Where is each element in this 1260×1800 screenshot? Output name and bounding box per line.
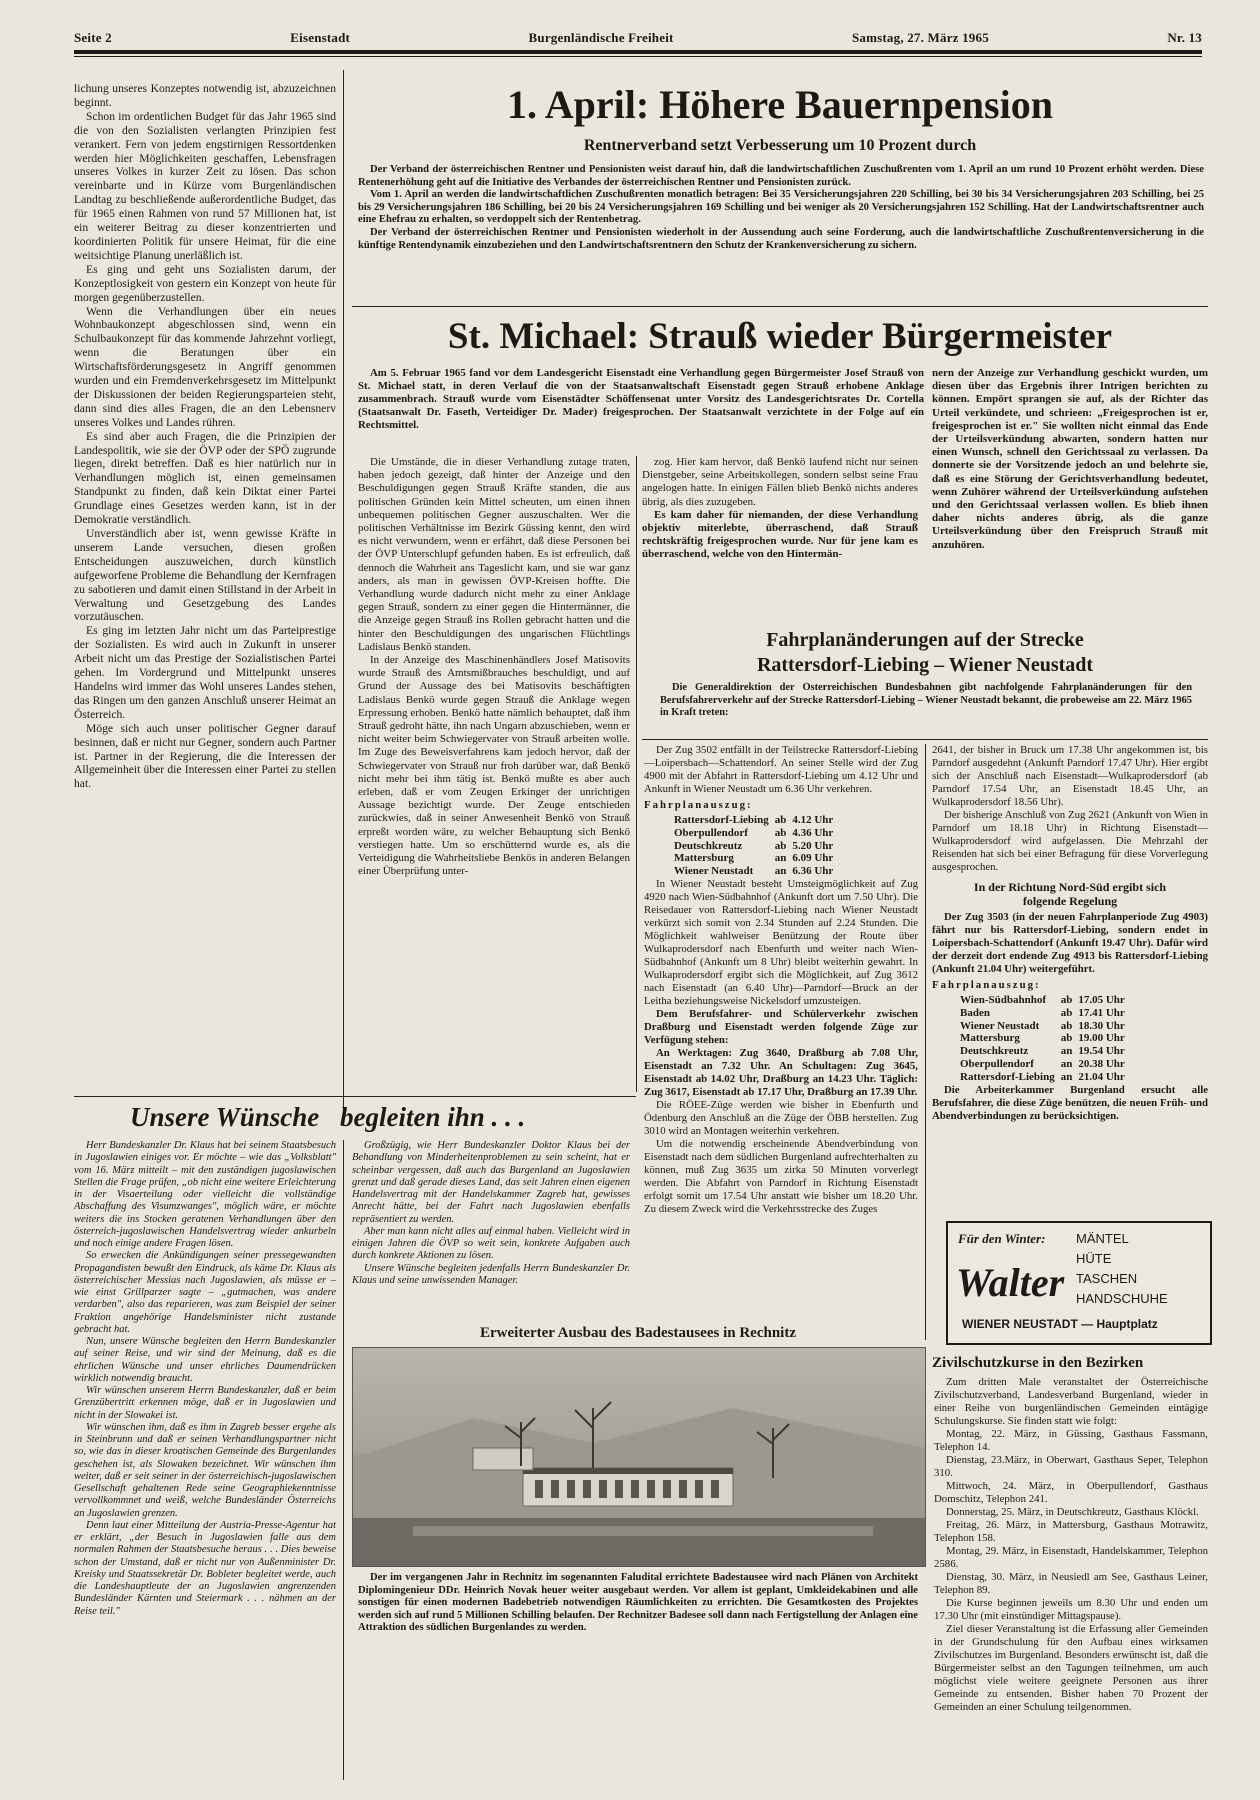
- newspaper-name: Burgenländische Freiheit: [528, 30, 674, 45]
- list-item: Montag, 29. März, in Eisenstadt, Handelskammer, Telephon 2586.: [934, 1545, 1208, 1570]
- paragraph: Wir wünschen unserem Herrn Bundeskanzler, daß er beim Grenzübertritt erkennen möge, daß er in Jugoslawien und nicht in der Slowakei ist.: [74, 1385, 336, 1421]
- issue-date: Samstag, 27. März 1965: [851, 30, 989, 45]
- strauss-lead: [358, 367, 924, 451]
- paragraph: Wir wünschen ihm, daß es ihm in Zagreb besser ergehe als in Steinbrunn und daß er seinen Verhandlungspartner nicht so, wie das in dieser kroatischen Gemeinde des Burgenlandes geschehen ist, als Slowaken bezeichnet. Wir wünschen ihm weiter, daß er seit seiner in der österreichisch-jugoslawischen Gesellschaft gehaltenen Rede seine Geographiekenntnisse vervollkommnet und weiß, welche Bundesländer Österreichs an Jugoslawien grenzen.: [74, 1421, 336, 1519]
- masthead: [74, 30, 1202, 48]
- column-divider: [636, 456, 637, 1092]
- table-row: Oberpullendorf an 20.38 Uhr: [960, 1057, 1125, 1070]
- section-divider: [352, 306, 1208, 307]
- fahrplan-lead: [660, 682, 1192, 734]
- left-column-article: [74, 82, 336, 1082]
- table-row: Mattersburg ab 19.00 Uhr: [960, 1032, 1125, 1045]
- table-row: Mattersburg an 6.09 Uhr: [674, 852, 834, 865]
- paragraph: Es kam daher für niemanden, der diese Verhandlung objektiv miterlebte, überraschend, daß Strauß rechtskräftig freigesprochen wurde. Nur für jene kam es überraschend, welche von den Hintermän-: [642, 508, 918, 561]
- paragraph: Der im vergangenen Jahr in Rechnitz im sogenannten Faludital errichtete Badestausee wird nach Plänen von Architekt Diplomingenieur DDr. Heinrich Novak heuer weiter ausgebaut werden. Vor allem ist geplant, Umkleidekabinen und alle sonstigen für einen modernen Badebetrieb notwendigen Räumlichkeiten zu errichten. Die Gesamtkosten des Projektes werden sich auf rund 5 Millionen Schilling belaufen. Der Rechnitzer Badesee soll dann nach Fertigstellung der Anlagen eine Attraktion des südlichen Burgenlandes zu werden.: [358, 1572, 918, 1634]
- list-item: Donnerstag, 25. März, in Deutschkreutz, Gasthaus Klöckl.: [946, 1506, 1199, 1518]
- paragraph: Denn laut einer Mitteilung der Austria-Presse-Agentur hat er erklärt, „der Besuch in Jugoslawien falle aus dem normalen Rahmen der Staatsbesuche heraus . . . Dies beweise schon der Umstand, daß er nicht nur von Außenminister Dr. Kreisky und Staatssekretär Dr. Bobleter begleitet werde, auch die Landeshauptleute der an Jugoslawien angrenzenden Bundesländer Kärnten und Steiermark . . . nähmen an der Reise teil.": [74, 1519, 336, 1617]
- table-row: Rattersdorf-Liebing an 21.04 Uhr: [960, 1070, 1125, 1083]
- paragraph: In Wiener Neustadt besteht Umsteigmöglichkeit auf Zug 4920 nach Wien-Südbahnhof (Ankunft dort um 7.50 Uhr). Die Reisedauer von Rattersdorf-Liebing nach Wiener Neustadt verkürzt sich somit von 2.34 Stunden auf 2.24 Stunden. Die Möglichkeit wahlweiser Benützung der Route über Wulkaprodersdorf nach Ebenfurth und weiter nach Wien-Südbahnhof (Ankunft um 8 Uhr) bleibt weiterhin gewahrt. In Wulkaprodersdorf ergibt sich die Möglichkeit, auf Zug 3612 nach Eisenstadt (an 6.40 Uhr)—Parndorf—Bruck an der Leitha beziehungsweise Nickelsdorf umzusteigen.: [644, 877, 918, 1007]
- paragraph: Großzügig, wie Herr Bundeskanzler Doktor Klaus bei der Behandlung von Minderheitenproblemen zu sein scheint, hat er scheinbar vergessen, daß auch das Burgenland an Jugoslawien grenzt und daß gerade dieses Land, das seit Jahren einen eigenen Handelsvertrag mit der Handelskammer Zagreb hat, gewisses Anrecht hätte, bei der Fahrt nach Jugoslawien ebenfalls repräsentiert zu werden.: [352, 1140, 630, 1225]
- paragraph: Möge sich auch unser politischer Gegner darauf besinnen, daß er nicht nur Gegner, sondern auch Partner ist. Partner in der Regierung, die die Interessen der Allgemeinheit über die Interessen einer Partei zu stellen hat.: [74, 721, 336, 791]
- paragraph: nern der Anzeige zur Verhandlung geschickt wurden, um diesen über das Ergebnis ihrer Intrigen berichten zu können. Empört sprangen sie auf, als der Richter das Urteil verkündete, und schrieen: „Freigesprochen ist er, freigesprochen ist er." Sie wollten nicht einmal das Ende der Urteilsverkündung abwarten, sondern hatten nur einen Wunsch, schnell den Gerichtssaal zu verlassen. Da donnerte sie der Vorsitzende jedoch an und belehrte sie, daß es eine Störung der Gerichtsverhandlung bedeutet, wenn Zuhörer während der Urteilsverkündung aufstehen und den Gerichtssaal verlassen wollen. Es blieb ihnen daher nichts anderes übrig, als die ganze Urteilsverkündung über den Freispruch Strauß mit anzuhören.: [932, 367, 1208, 551]
- paragraph: Es ging und geht uns Sozialisten darum, der Konzeptlosigkeit von gestern ein Konzept von heute für morgen gegenüberzustellen.: [74, 262, 336, 304]
- nord-sued-line-2: folgende Regelung: [1022, 894, 1118, 908]
- paragraph: Die Kurse beginnen jeweils um 8.30 Uhr und enden um 17.30 Uhr (mit einstündiger Mittagspause).: [934, 1597, 1208, 1622]
- table-row: Deutschkreutz an 19.54 Uhr: [960, 1045, 1125, 1058]
- timetable-1: [674, 814, 839, 878]
- paragraph: In der Anzeige des Maschinenhändlers Josef Matisovits wurde Strauß des Amtsmißbrauches beschuldigt, und auf Grund der Aussage des bei Matisovits beschäftigten Ladislaus Benkö wurde gegen Strauß die Anklage wegen Erpressung erhoben. Benkö hatte nämlich behauptet, daß ihm Strauß gedroht hätte, ihn nach Ungarn abzuschieben, wenn er nicht weiter beim Schwiegervater von Strauß arbeiten wolle. Im Zuge des Beweisverfahrens kam jedoch hervor, daß der Schwiegervater von Strauß nur froh darüber war, daß Benkö nicht mehr bei ihm tätig ist. Benkö mußte es aber auch erleben, daß er vom Zeugen Erkinger der unrichtigen Aussage bezichtigt wurde. Der Zeuge entschieden zurückwies, daß in seiner Anwesenheit Benkö von Strauß erpreßt worden wäre, zu welcher Behauptung sich Benkö verstiegen hatte. Um so erschütternd wurde es, als die Verteidigung die Wahrheitsliebe Benkös in anderen Belangen einer Überprüfung unter-: [358, 654, 630, 878]
- paragraph: Zum dritten Male veranstaltet der Österreichische Zivilschutzverband, Landesverband Burgenland, wieder in einer Reihe von burgenländischen Gemeinden eintägige Schulungskurse. Sie finden statt wie folgt:: [934, 1376, 1208, 1427]
- paragraph: Vom 1. April an werden die landwirtschaftlichen Zuschußrenten monatlich betragen: Bei 35 Versicherungsjahren 220 Schilling, bei 30 bis 34 Versicherungsjahren 203 Schilling, bei 25 bis 29 Versicherungsjahren 186 Schilling, bei 20 bis 24 Versicherungsjahren 169 Schilling und bei weniger als 20 Versicherungsjahren 152 Schilling. Hat der Landwirtschaftsrentner auch eine Ehefrau zu erhalten, so verdoppelt sich der Rentenbetrag.: [358, 189, 1204, 226]
- paragraph: Der Zug 3503 (in der neuen Fahrplanperiode Zug 4903) fährt nur bis Rattersdorf-Liebing, sondern endet in Loipersbach-Schattendorf (Ankunft 19.47 Uhr). Dafür wird der derzeit dort endende Zug 4913 bis Rattersdorf-Liebing (Ankunft 21.04 Uhr) weitergeführt.: [932, 911, 1208, 975]
- nord-sued-heading: [932, 880, 1208, 908]
- paragraph: Schon im ordentlichen Budget für das Jahr 1965 sind die von den Sozialisten verlangten Prinzipien fest verankert. Fern von jedem engstirnigen Ressortdenken werden hier Möglichkeiten geschaffen, Lebensfragen unseres Volkes in kurzer Zeit zu lösen. Das schon vereinbarte und in Kürze vom Burgenländischen Landtag zu beschließende außerordentliche Budget, das für 1965 einen Rahmen von rund 57 Millionen hat, ist ein weiterer Beitrag zu dieser konzentrierten und koordinierten Politik für unsere Heimat, für die eine weitsichtige Planung unerläßlich ist.: [74, 109, 336, 262]
- timetable-label: Fahrplanauszug:: [932, 979, 1041, 991]
- ad-item: HANDSCHUHE: [1076, 1291, 1168, 1306]
- paragraph: zog. Hier kam hervor, daß Benkö laufend nicht nur seinen Dienstgeber, seine Arbeitskollegen, sondern selbst seine Frau angelogen hatte. In einigen Fällen blieb Benkö nichts anderes übrig, als dies zuzugeben.: [642, 456, 918, 508]
- strauss-column-2: [642, 456, 918, 622]
- paragraph: Nun, unsere Wünsche begleiten den Herrn Bundeskanzler auf seiner Reise, und wir sind der Meinung, daß es die ehrlichen Wünsche und unser ehrliches Daumendrücken wirklich notwendig braucht.: [74, 1336, 336, 1384]
- list-item: Dienstag, 23.März, in Oberwart, Gasthaus Seper, Telephon 310.: [934, 1454, 1208, 1479]
- table-row: Oberpullendorf ab 4.36 Uhr: [674, 826, 834, 839]
- fahrplan-headline: [642, 628, 1208, 678]
- column-divider: [343, 70, 344, 1120]
- ad-item: TASCHEN: [1076, 1271, 1138, 1286]
- wuensche-column-1: [74, 1140, 336, 1776]
- wuensche-headline: [74, 1100, 636, 1134]
- page-number: Seite 2: [74, 30, 112, 45]
- ad-item: HÜTE: [1076, 1251, 1112, 1266]
- column-divider: [343, 1140, 344, 1780]
- ad-brand: Walter: [956, 1260, 1065, 1305]
- badestausee-photo: [352, 1347, 926, 1567]
- paragraph: Ziel dieser Veranstaltung ist die Erfassung aller Gemeinden in der Grundschulung für den Aufbau eines wirksamen Zivilschutzes im Burgenland. Besonders erwünscht ist, daß die Bürgermeister selbst an den Tagungen teilnehmen, um auch möglichst viele weitere geeignete Personen aus ihrer Gemeinde zu entsenden. Bisher haben 70 Prozent der Gemeinden an einer Schulung teilgenommen.: [934, 1623, 1208, 1713]
- paragraph: Wenn die Verhandlungen über ein neues Wohnbaukonzept abgeschlossen sind, wenn ein Schulbaukonzept für das kommende Jahrzehnt vorliegt, wenn die Beratungen über ein Wirtschaftsförderungsgesetz in Angriff genommen wurden und ein Fremdenverkehrsgesetz im Mittelpunkt der Diskussionen der beiden Regierungsparteien steht, dann sind dies alles Fragen, die an den Lebensnerv unseres Volkes und Landes rühren.: [74, 304, 336, 429]
- paragraph: Dem Berufsfahrer- und Schülerverkehr zwischen Draßburg und Eisenstadt werden folgende Züge zur Verfügung stehen:: [644, 1007, 918, 1046]
- list-item: Mittwoch, 24. März, in Oberpullendorf, Gasthaus Domschitz, Telephon 241.: [934, 1480, 1208, 1505]
- timetable-2: [960, 994, 1131, 1084]
- section-divider: [74, 1096, 636, 1097]
- zivilschutz-headline: Zivilschutzkurse in den Bezirken: [932, 1355, 1144, 1371]
- masthead-rule: [74, 50, 1202, 54]
- table-row: Deutschkreutz ab 5.20 Uhr: [674, 839, 834, 852]
- list-item: Freitag, 26. März, in Mattersburg, Gasthaus Motrawitz, Telephon 158.: [934, 1519, 1208, 1544]
- paragraph: Am 5. Februar 1965 fand vor dem Landesgericht Eisenstadt eine Verhandlung gegen Bürgermeister Josef Strauß von St. Michael statt, in deren Verlauf die von der Staatsanwaltschaft Eisenstadt gegen Strauß erhobene Anklage zusammenbrach. Strauß wurde vom Eisenstädter Schöffensenat unter Vorsitz des Landesgerichtsrates Dr. Cortella (Staatsanwalt Dr. Faseth, Verteidiger Dr. Mader) freigesprochen. Der Staatsanwalt verzichtete in der Folge auf ein Rechtsmittel.: [358, 367, 924, 431]
- strauss-column-1: [358, 456, 630, 1092]
- paragraph: Aber man kann nicht alles auf einmal haben. Vielleicht wird in einigen Jahren die ÖVP so weit sein, konkrete Aufgaben auch durch konkrete Aktionen zu lösen.: [352, 1225, 630, 1262]
- paragraph: 2641, der bisher in Bruck um 17.38 Uhr angekommen ist, bis Parndorf ausgedehnt (Ankunft Parndorf 17.47 Uhr). Hier ergibt sich der Anschluß nach Eisenstadt—Wulkaprodersdorf (ab Parndorf 17.54 Uhr, an Eisenstadt 18.45 Uhr, an Wulkaprodersdorf 18.56 Uhr).: [932, 744, 1208, 808]
- paragraph: Der Zug 3502 entfällt in der Teilstrecke Rattersdorf-Liebing—Loipersbach—Schattendorf. An seiner Stelle wird der Zug 4900 mit der Abfahrt in Rattersdorf-Liebing um 4.12 Uhr und Ankunft in Wiener Neustadt um 6.36 Uhr verkehren.: [644, 744, 918, 795]
- badestausee-illustration: [353, 1348, 925, 1566]
- paragraph: Es ging im letzten Jahr nicht um das Parteiprestige der Sozialisten. Es wird auch in Zukunft in unserer Arbeit nicht um das Prestige der Sozialistischen Partei gehen. Im Vordergrund und Mittelpunkt unseres Handelns wird immer das Wohl unseres Landes stehen, das Ringen um den ganzen Anschluß unserer Heimat an Österreich.: [74, 624, 336, 721]
- table-row: Wiener Neustadt ab 18.30 Uhr: [960, 1019, 1125, 1032]
- paragraph: Der Verband der österreichischen Rentner und Pensionisten wiederholt in der Aussendung auch seine Forderung, auch die landwirtschaftliche Zuschußrentenversicherung in die künftige Rentendynamik einzubeziehen und den Landwirtschaftsrentnern den Schutz der Krankenversicherung zu sichern.: [358, 226, 1204, 251]
- paragraph: Es sind aber auch Fragen, die die Prinzipien der Landespolitik, wie sie der ÖVP oder der SPÖ zugrunde liegen, direkt betreffen. Daß es hier natürlich nur in Verhandlungen möglich ist, einen gemeinsamen Standpunkt zu finden, daß kein Diktat einer Partei Grundlage eines Gesetzes werden kann, ist in der Demokratie verständlich.: [74, 429, 336, 527]
- timetable-label: Fahrplanauszug:: [644, 799, 753, 811]
- list-item: Montag, 22. März, in Güssing, Gasthaus Fassmann, Telephon 14.: [934, 1428, 1208, 1453]
- paragraph: Unsere Wünsche begleiten jedenfalls Herrn Bundeskanzler Dr. Klaus und seine unwissenden Manager.: [352, 1262, 630, 1286]
- wuensche-headline-a: Unsere Wünsche: [130, 1102, 320, 1132]
- column-divider: [925, 744, 926, 1340]
- ad-address: WIENER NEUSTADT — Hauptplatz: [962, 1317, 1158, 1331]
- rechnitz-caption: [358, 1572, 918, 1648]
- masthead-place: Eisenstadt: [290, 30, 351, 45]
- strauss-headline: St. Michael: Strauß wieder Bürgermeister: [447, 316, 1113, 357]
- wuensche-headline-b: begleiten ihn . . .: [340, 1102, 526, 1132]
- pension-headline: 1. April: Höhere Bauernpension: [507, 82, 1053, 127]
- strauss-column-3: [932, 367, 1208, 621]
- table-row: Rattersdorf-Liebing ab 4.12 Uhr: [674, 814, 834, 826]
- fahrplan-column-1: [644, 744, 918, 1338]
- paragraph: Herr Bundeskanzler Dr. Klaus hat bei seinem Staatsbesuch in Jugoslawien einiges vor. Er möchte – wie das „Volksblatt" vom 16. März mitteilt – mit den zuständigen jugoslawischen Stellen die Frage prüfen, „ob nicht eine weitere Erleichterung in der Visaerteilung oder vielleicht die vollständige Abschaffung des Visumzwanges", möglich wäre, er möchte weiters die ins Stocken geratenen Verhandlungen über den österreich-jugoslawischen Handelsvertrag wieder ankurbeln und noch einige andere Fragen lösen.: [74, 1140, 336, 1249]
- paragraph: Der bisherige Anschluß von Zug 2621 (Ankunft von Wien in Parndorf um 18.18 Uhr) in Richtung Eisenstadt—Wulkaprodersdorf wird aufgelassen. Die Mehrzahl der Reisenden hat sich bei einer Befragung für diese Vorverlegung ausgesprochen.: [932, 809, 1208, 873]
- paragraph: Die RÖEE-Züge werden wie bisher in Ebenfurth und Ödenburg den Anschluß an die Züge der ÖBB herstellen. Zug 3010 wird an Montagen weiterhin verkehren.: [644, 1098, 918, 1137]
- paragraph: So erwecken die Ankündigungen seiner pressegewandten Propagandisten bewußt den Eindruck, als käme Dr. Klaus als österreichischer Messias nach Jugoslawien, als müsse er – wie einst Grillparzer sagte – „gutmachen, was andere verdarben", also das reparieren, was zum Beispiel der seiner Fraktion angehörige Handelsminister nicht zustande gebracht hat.: [74, 1250, 336, 1335]
- rechnitz-headline: Erweiterter Ausbau des Badestausees in Rechnitz: [352, 1322, 924, 1344]
- masthead-rule-thin: [74, 56, 1202, 57]
- ad-items: [1076, 1229, 1202, 1313]
- ad-label: Für den Winter:: [958, 1231, 1046, 1246]
- paragraph: Die Arbeiterkammer Burgenland ersucht alle Berufsfahrer, die diese Züge benützen, die neuen Früh- und Abendverbindungen zu berücksichtigen.: [932, 1083, 1208, 1122]
- pension-subheadline: Rentnerverband setzt Verbesserung um 10 Prozent durch: [583, 137, 977, 154]
- list-item: Dienstag, 30. März, in Neusiedl am See, Gasthaus Leiner, Telephon 89.: [934, 1571, 1208, 1596]
- paragraph: Die Umstände, die in dieser Verhandlung zutage traten, haben jedoch gezeigt, daß hinter der Anzeige und den Beschuldigungen gegen Strauß Kräfte standen, die aus politischen Gründen kein Mittel scheuten, um einen ihnen unbequemen politischen Gegner auszuschalten. Wer die politischen Verhältnisse im Bezirk Güssing kennt, den wird es nicht verwundern, wenn er erfährt, daß diese Personen bei der ÖVP Unterschlupf gefunden haben. Es ist erfreulich, daß dennoch die Wahrheit ans Tageslicht kam, und sie war ganz anders, als man in gewissen ÖVP-Kreisen hoffte. Die Verhandlung wurde dadurch nicht mehr zu einer Anklage gegen Strauß, sondern zu einer gegen die Hintermänner, die die Anzeige gegen Strauß ins Rollen gebracht hatten und die hinter den Beschuldigungen des ungarischen Flüchtlings Ladislaus Benkö standen.: [358, 456, 630, 653]
- nord-sued-line-1: In der Richtung Nord-Süd ergibt sich: [973, 880, 1167, 894]
- ad-item: MÄNTEL: [1076, 1231, 1129, 1246]
- paragraph: lichung unseres Konzeptes notwendig ist, abzuzeichnen beginnt.: [74, 82, 336, 109]
- fahrplan-headline-line-2: Rattersdorf-Liebing – Wiener Neustadt: [756, 654, 1094, 676]
- zivilschutz-body: [934, 1376, 1208, 1782]
- paragraph: Um die notwendig erscheinende Abendverbindung von Eisenstadt nach dem südlichen Burgenland aufrechterhalten zu können, muß Zug 3635 um zirka 50 Minuten vorverlegt werden. Die Abfahrt von Parndorf in Richtung Eisenstadt erfolgt somit um 17.54 Uhr anstatt wie bisher um 18.20 Uhr. Zu diesem Zweck wird die Verkehrsstrecke des Zuges: [644, 1137, 918, 1215]
- issue-number: Nr. 13: [1167, 30, 1202, 45]
- table-row: Baden ab 17.41 Uhr: [960, 1006, 1125, 1019]
- pension-body: [358, 164, 1204, 302]
- paragraph: Unverständlich aber ist, wenn gewisse Kräfte in unserem Lande versuchen, diesen großen Entscheidungen auszuweichen, durch künstlich aufgeworfene Probleme die Behandlung der Kernfragen zu sabotieren und damit einen Stillstand in der Arbeit in Verwaltung und Gesetzgebung des Landes vorzutäuschen.: [74, 527, 336, 624]
- section-divider: [642, 739, 1208, 740]
- table-row: Wiener Neustadt an 6.36 Uhr: [674, 865, 834, 878]
- paragraph: An Werktagen: Zug 3640, Draßburg ab 7.08 Uhr, Eisenstadt an 7.32 Uhr. An Schultagen: Zug 3645, Eisenstadt ab 14.02 Uhr, Draßburg an 14.23 Uhr. Täglich: Zug 3617, Eisenstadt ab 17.17 Uhr, Draßburg an 17.39 Uhr.: [644, 1046, 918, 1098]
- wuensche-column-2: [352, 1140, 630, 1326]
- table-row: Wien-Südbahnhof ab 17.05 Uhr: [960, 994, 1125, 1006]
- fahrplan-headline-line-1: Fahrplanänderungen auf der Strecke: [766, 629, 1084, 651]
- paragraph: Der Verband der österreichischen Rentner und Pensionisten weist darauf hin, daß die landwirtschaftlichen Zuschußrenten vom 1. April an um rund 10 Prozent erhöht werden. Diese Rentenerhöhung geht auf die Initiative des Verbandes der österreichischen Rentner und Pensionisten zurück.: [358, 164, 1204, 188]
- fahrplan-column-2: [932, 744, 1208, 1216]
- walter-advertisement: [946, 1221, 1212, 1345]
- paragraph: Die Generaldirektion der Österreichischen Bundesbahnen gibt nachfolgende Fahrplanänderungen für den Berufsfahrerverkehr auf der Strecke Rattersdorf-Liebing – Wiener Neustadt bekannt, die probeweise am 22. März 1965 in Kraft treten:: [660, 682, 1192, 718]
